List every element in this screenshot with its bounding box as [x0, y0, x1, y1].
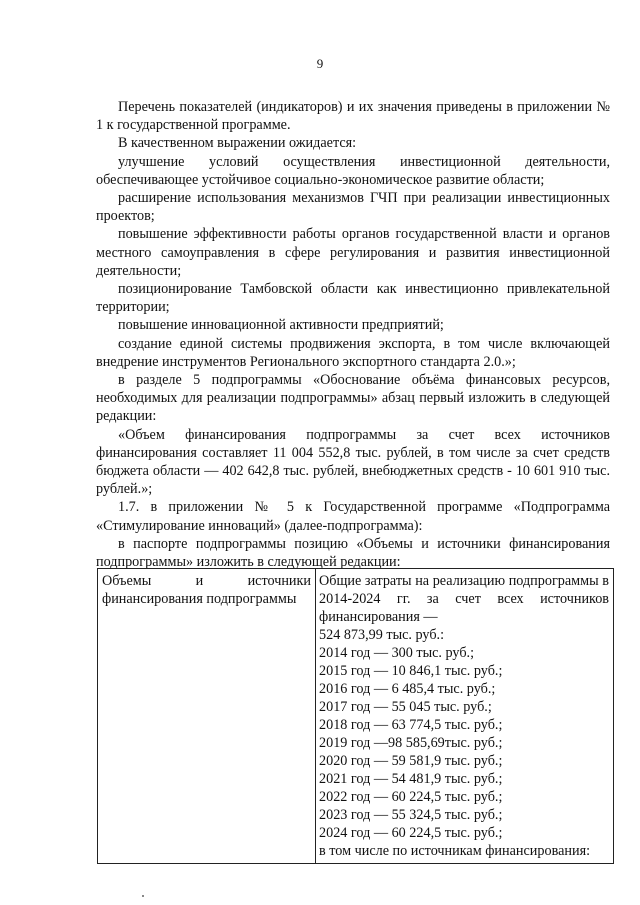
year-line: 2017 год — 55 045 тыс. руб.; [319, 699, 492, 715]
paragraph: в паспорте подпрограммы позицию «Объемы и источники финансирования подпрограммы» изложить в следующей редакции: [96, 535, 610, 571]
year-line: 2024 год — 60 224,5 тыс. руб.; [319, 825, 503, 841]
year-line: 2015 год — 10 846,1 тыс. руб.; [319, 663, 503, 679]
sources-line: в том числе по источникам финансирования: [319, 843, 591, 859]
year-line: 2014 год — 300 тыс. руб.; [319, 645, 475, 661]
paragraph: создание единой системы продвижения экспорта, в том числе включающей внедрение инструментов Регионального экспортного стандарта 2.0.»; [96, 335, 610, 370]
table-row [98, 569, 614, 864]
paragraph: в разделе 5 подпрограммы «Обоснование объёма финансовых ресурсов, необходимых для реализации подпрограммы» абзац первый изложить в следующей редакции: [96, 372, 610, 425]
total-value: 524 873,99 тыс. руб.: [319, 627, 445, 643]
year-line: 2022 год — 60 224,5 тыс. руб.; [319, 789, 503, 805]
total-line: Общие затраты на реализацию подпрограммы в 2014-2024 гг. за счет всех источников финансирования — [319, 573, 609, 625]
table-cell-value [316, 569, 614, 864]
body-text [96, 98, 610, 571]
year-line: 2016 год — 6 485,4 тыс. руб.; [319, 681, 496, 697]
paragraph: улучшение условий осуществления инвестиционной деятельности, обеспечивающее устойчивое социально-экономическое развитие области; [96, 153, 610, 188]
year-line: 2021 год — 54 481,9 тыс. руб.; [319, 771, 503, 787]
year-line: 2018 год — 63 774,5 тыс. руб.; [319, 717, 503, 733]
paragraph: В качественном выражении ожидается: [118, 135, 357, 152]
page-number: 9 [316, 56, 324, 71]
paragraph: повышение эффективности работы органов государственной власти и органов местного самоуправления в сфере регулирования и развития инвестиционной деятельности; [96, 226, 610, 279]
paragraph: позиционирование Тамбовской области как инвестиционно привлекательной территории; [96, 281, 610, 316]
year-line: 2020 год — 59 581,9 тыс. руб.; [319, 753, 503, 769]
paragraph: «Объем финансирования подпрограммы за счет всех источников финансирования составляет 11 004 552,8 тыс. рублей, в том числе за счет средств бюджета области — 402 642,8 тыс. рублей, внебюджетных средств - 10 601 910 тыс. рублей.»; [96, 426, 610, 498]
paragraph: Перечень показателей (индикаторов) и их значения приведены в приложении № 1 к государственной программе. [96, 99, 610, 134]
scan-speck [142, 895, 144, 897]
passport-table [97, 568, 614, 864]
left-label: Объемы и источники финансирования подпрограммы [102, 573, 311, 607]
paragraph: повышение инновационной активности предприятий; [118, 317, 444, 334]
paragraph: расширение использования механизмов ГЧП при реализации инвестиционных проектов; [96, 190, 610, 225]
paragraph: 1.7. в приложении № 5 к Государственной программе «Подпрограмма «Стимулирование инноваций» (далее-подпрограмма): [96, 499, 610, 534]
year-line: 2023 год — 55 324,5 тыс. руб.; [319, 807, 503, 823]
year-line: 2019 год —98 585,69тыс. руб.; [319, 735, 503, 751]
table-cell-label [98, 569, 316, 864]
